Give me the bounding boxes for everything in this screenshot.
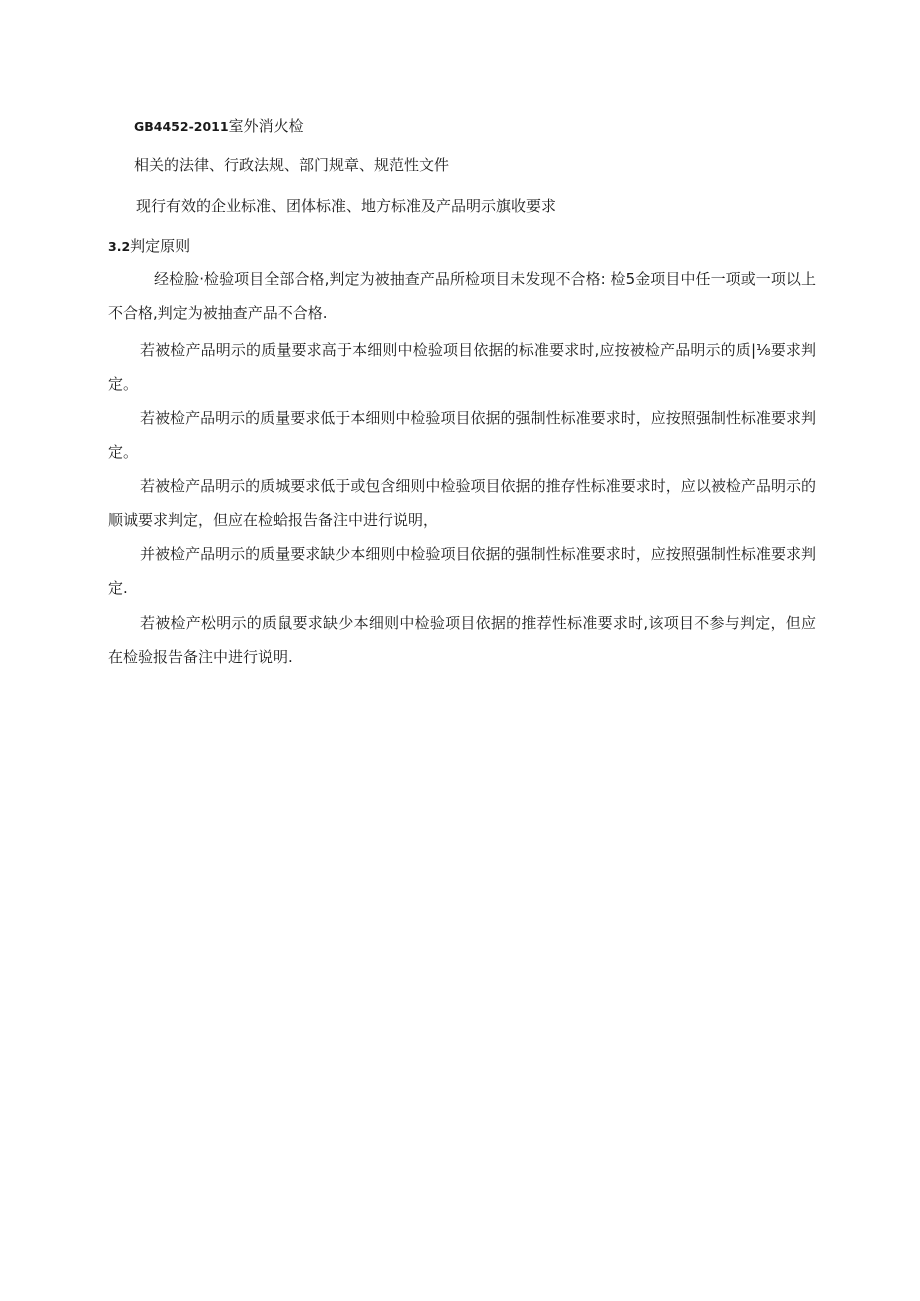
paragraph-lower-than-mandatory: 若被检产品明示的质量要求低于本细则中检验项目依据的强制性标准要求时，应按照强制性标准要求判定。 <box>108 409 816 461</box>
section-heading <box>108 236 190 257</box>
paragraph-judgment-basic: 经检脸·检验项目全部合格,判定为被抽查产品所检项目未发现不合格: 检5金项目中任一项或一项以上不合格,判定为被抽查产品不合格. <box>108 270 816 322</box>
section-title: 判定原则 <box>130 237 191 255</box>
section-number: 3.2 <box>108 239 131 254</box>
standard-code: GB4452-2011 <box>134 119 229 134</box>
reference-enterprise-standards <box>136 196 556 216</box>
reference-text: 相关的法律、行政法规、部门规章、规范性文件 <box>134 156 450 174</box>
reference-text: 现行有效的企业标准、团体标准、地方标准及产品明示旗收要求 <box>136 197 557 215</box>
paragraph-lower-than-recommended: 若被检产品明示的质城要求低于或包含细则中检验项目依据的推存性标准要求时，应以被检产品明示的顺诚要求判定，但应在检蛤报告备注中进行说明， <box>108 477 816 529</box>
paragraph-missing-recommended: 若被检产松明示的质鼠要求缺少本细则中检验项目依据的推荐性标准要求时,该项目不参与判定，但应在检验报告备注中进行说明. <box>108 614 816 666</box>
standard-title: 室外消火检 <box>228 117 304 135</box>
reference-standard-gb4452 <box>134 116 304 137</box>
paragraph-higher-than-standard: 若被检产品明示的质量要求高于本细则中检验项目依据的标准要求时,应按被检产品明示的质|⅛要求判定。 <box>108 341 816 393</box>
reference-laws-regulations <box>134 155 449 175</box>
paragraph-missing-mandatory: 并被检产品明示的质量要求缺少本细则中检验项目依据的强制性标准要求时，应按照强制性标准要求判定. <box>108 545 816 597</box>
